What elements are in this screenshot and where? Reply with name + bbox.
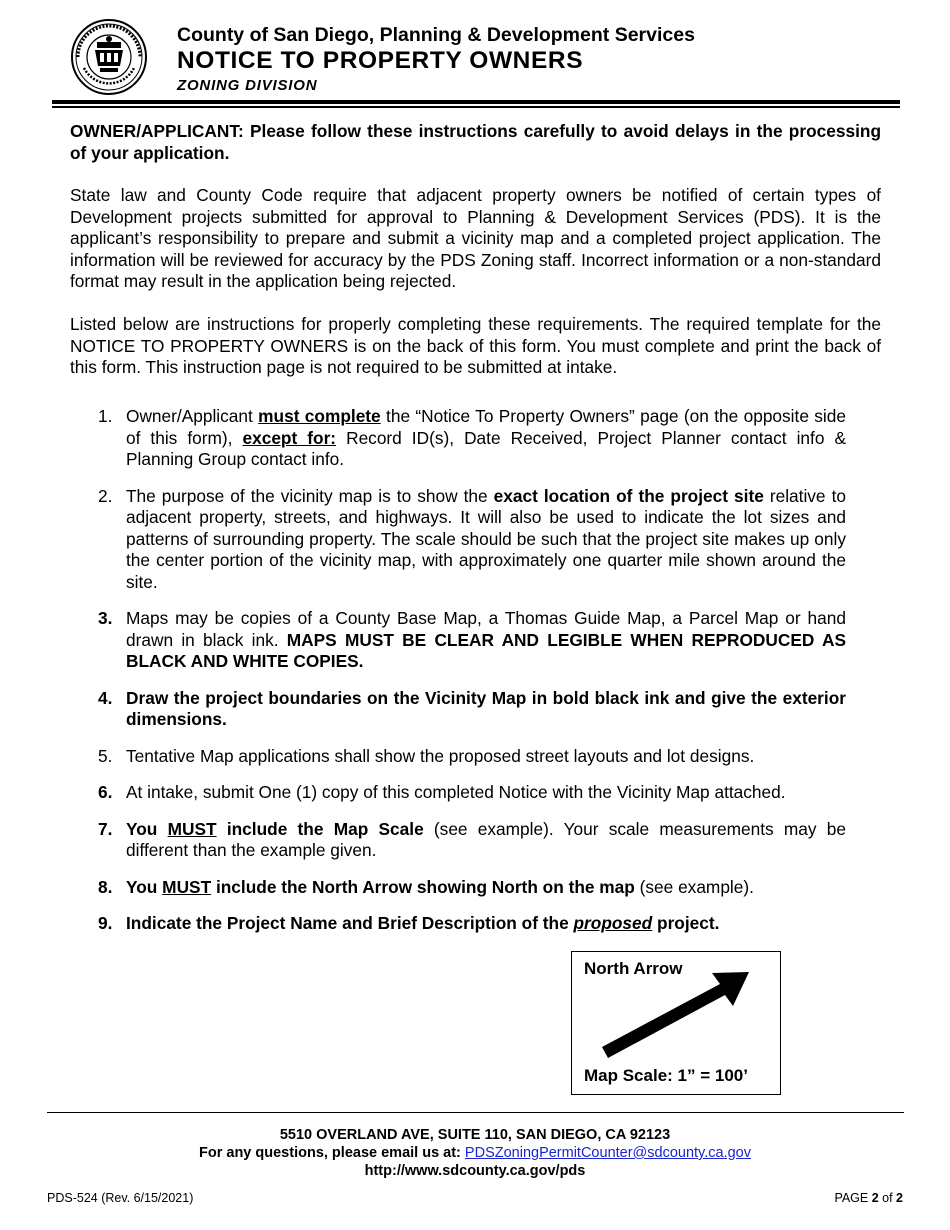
- map-scale-label: Map Scale: 1” = 100’: [584, 1066, 748, 1085]
- header-rule-thick: [52, 100, 900, 104]
- list-item: 1. Owner/Applicant must complete the “Notice To Property Owners” page (on the opposite side of this form), except for: Record ID(s), Date Received, Project Planner contact info & Planning Group contact info.: [98, 406, 846, 469]
- list-item: 6. At intake, submit One (1) copy of this completed Notice with the Vicinity Map attached.: [98, 782, 786, 802]
- form-number: PDS-524 (Rev. 6/15/2021): [47, 1191, 194, 1205]
- instructions-list: [70, 406, 846, 950]
- list-item: 2. The purpose of the vicinity map is to show the exact location of the project site relative to adjacent property, streets, and highways. It will also be used to indicate the lot sizes and patterns of surrounding property. The scale should be such that the project site makes up only the center portion of the vicinity map, with approximately one quarter mile shown around the site.: [98, 485, 846, 592]
- contact-line: For any questions, please email us at: PDSZoningPermitCounter@sdcounty.ca.gov: [199, 1145, 751, 1161]
- list-item: 8. You MUST include the North Arrow showing North on the map (see example).: [98, 876, 754, 897]
- footer-rule: [47, 1112, 904, 1113]
- list-item: 7. You MUST include the Map Scale (see example). Your scale measurements may be different than the example given.: [98, 818, 846, 860]
- division-name: ZONING DIVISION: [177, 77, 318, 94]
- paragraph-state-law: State law and County Code require that adjacent property owners be notified of certain types of Development projects submitted for approval to Planning & Development Services (PDS). It is the applicant’s responsibility to prepare and submit a vicinity map and a completed project application. The information will be reviewed for accuracy by the PDS Zoning staff. Incorrect information or a non-standard format may result in the application being rejected.: [70, 185, 881, 291]
- county-seal-logo: [70, 18, 148, 96]
- item-number: 6.: [98, 782, 113, 802]
- north-arrow-example-box: [571, 951, 781, 1095]
- list-item: 5. Tentative Map applications shall show the proposed street layouts and lot designs.: [98, 745, 755, 766]
- item-number: 7.: [98, 818, 113, 839]
- item-number: 8.: [98, 876, 113, 897]
- item-number: 2.: [98, 485, 113, 506]
- email-link[interactable]: PDSZoningPermitCounter@sdcounty.ca.gov: [464, 1145, 751, 1161]
- intro-instructions: OWNER/APPLICANT: Please follow these instructions carefully to avoid delays in the processing of your application.: [70, 121, 881, 163]
- office-address: 5510 OVERLAND AVE, SUITE 110, SAN DIEGO, CA 92123: [279, 1127, 671, 1143]
- item-number: 9.: [98, 913, 113, 933]
- item-number: 4.: [98, 687, 113, 708]
- north-arrow-label: North Arrow: [584, 959, 683, 978]
- list-item: 4. Draw the project boundaries on the Vicinity Map in bold black ink and give the exterior dimensions.: [98, 687, 846, 729]
- north-arrow-icon: [598, 968, 758, 1063]
- website-url: http://www.sdcounty.ca.gov/pds: [364, 1163, 586, 1179]
- list-item: 9. Indicate the Project Name and Brief Description of the proposed project.: [98, 913, 720, 933]
- agency-name: County of San Diego, Planning & Development Services: [177, 24, 695, 46]
- list-item: 3. Maps may be copies of a County Base Map, a Thomas Guide Map, a Parcel Map or hand drawn in black ink. MAPS MUST BE CLEAR AND LEGIBLE WHEN REPRODUCED AS BLACK AND WHITE COPIES.: [98, 608, 846, 671]
- header-rule-thin: [52, 106, 900, 108]
- item-number: 1.: [98, 406, 113, 426]
- document-title: NOTICE TO PROPERTY OWNERS: [177, 47, 584, 74]
- item-number: 3.: [98, 608, 113, 628]
- paragraph-listed-below: Listed below are instructions for properly completing these requirements. The required template for the NOTICE TO PROPERTY OWNERS is on the back of this form. You must complete and print the back of this form. This instruction page is not required to be submitted at intake.: [70, 314, 881, 377]
- page-number: PAGE 2 of 2: [834, 1191, 903, 1205]
- item-number: 5.: [98, 745, 113, 766]
